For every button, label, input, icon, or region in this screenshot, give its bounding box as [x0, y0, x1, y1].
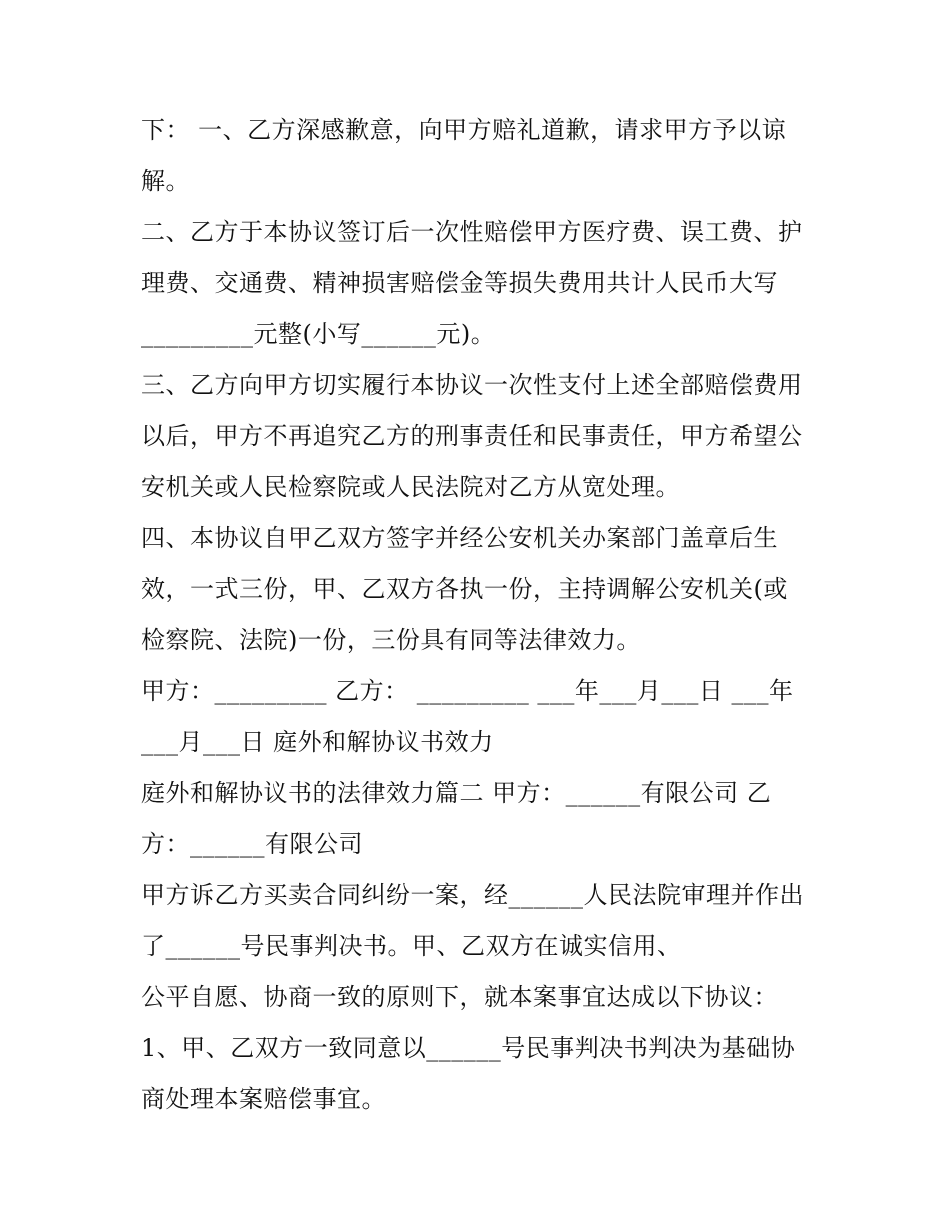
text-line: 公平自愿、协商一致的原则下，就本案事宜达成以下协议：: [141, 983, 778, 1011]
text-line: 二、乙方于本协议签订后一次性赔偿甲方医疗费、误工费、护: [141, 218, 803, 246]
text-line: 庭外和解协议书的法律效力篇二 甲方：______有限公司 乙: [141, 779, 772, 807]
text-line: 商处理本案赔偿事宜。: [141, 1085, 386, 1113]
text-line: 三、乙方向甲方切实履行本协议一次性支付上述全部赔偿费用: [141, 371, 803, 399]
text-line: 甲方诉乙方买卖合同纠纷一案，经______人民法院审理并作出: [141, 881, 804, 909]
text-line: 下： 一、乙方深感歉意，向甲方赔礼道歉，请求甲方予以谅: [141, 116, 787, 144]
text-line: 四、本协议自甲乙双方签字并经公安机关办案部门盖章后生: [141, 524, 778, 552]
text-line: 安机关或人民检察院或人民法院对乙方从宽处理。: [141, 473, 680, 501]
text-line: 方：______有限公司: [141, 830, 363, 858]
text-line: 解。: [141, 167, 190, 195]
text-line: _________元整(小写______元)。: [141, 320, 496, 348]
text-line: 了______号民事判决书。甲、乙双方在诚实信用、: [141, 932, 682, 960]
text-line: 效，一式三份，甲、乙双方各执一份，主持调解公安机关(或: [141, 575, 788, 603]
text-line: 以后，甲方不再追究乙方的刑事责任和民事责任，甲方希望公: [141, 422, 803, 450]
text-line: ___月___日 庭外和解协议书效力: [141, 728, 494, 756]
text-line: 1、甲、乙双方一致同意以______号民事判决书判决为基础协: [141, 1034, 796, 1062]
text-line: 检察院、法院)一份，三份具有同等法律效力。: [141, 626, 641, 654]
text-line: 理费、交通费、精神损害赔偿金等损失费用共计人民币大写: [141, 269, 778, 297]
text-line: 甲方：_________ 乙方： _________ ___年___月___日 ___年: [141, 677, 794, 705]
